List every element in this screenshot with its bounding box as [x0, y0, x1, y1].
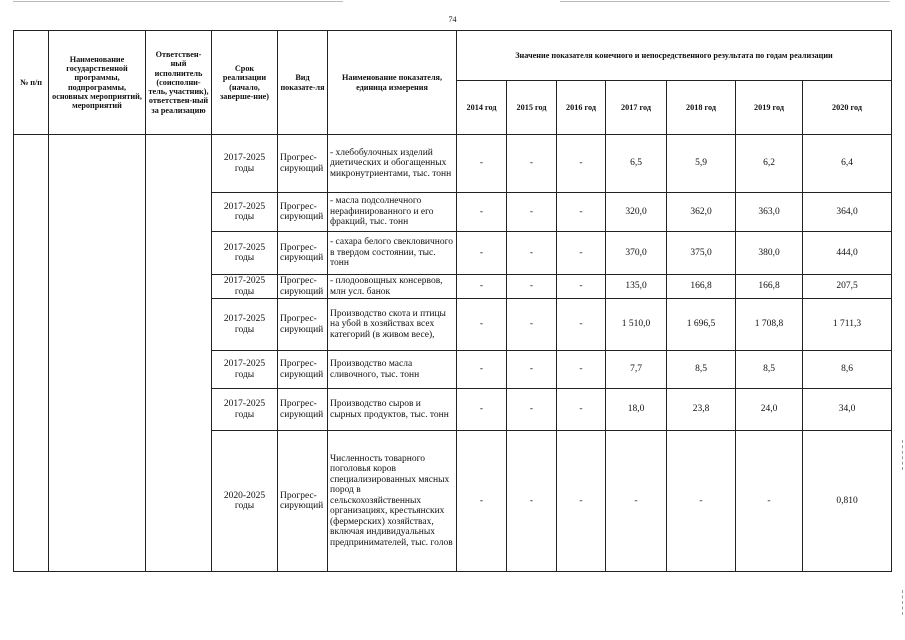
cell-indicator: - хлебобулочных изделий диетических и обогащенных микронутриентами, тыс. тонн [328, 135, 457, 193]
cell-value: - [507, 351, 557, 389]
cell-term: 2017-2025 годы [212, 275, 278, 299]
cell-value: 7,7 [606, 351, 667, 389]
cell-value: 1 708,8 [736, 299, 803, 351]
cell-type: Прогрес-сирующий [278, 299, 328, 351]
cell-value: 380,0 [736, 232, 803, 275]
cell-no-empty [14, 135, 49, 572]
cell-value: 24,0 [736, 389, 803, 431]
cell-value: - [507, 232, 557, 275]
header-year: 2019 год [736, 81, 803, 135]
cell-value: 6,4 [803, 135, 892, 193]
header-year: 2016 год [557, 81, 606, 135]
scan-mark [902, 590, 903, 615]
cell-value: - [557, 193, 606, 232]
cell-type: Прогрес-сирующий [278, 389, 328, 431]
cell-value: - [557, 275, 606, 299]
indicators-table [13, 30, 892, 572]
cell-value: 166,8 [667, 275, 736, 299]
cell-value: 135,0 [606, 275, 667, 299]
cell-value: 6,2 [736, 135, 803, 193]
cell-value: - [507, 389, 557, 431]
cell-value: - [507, 193, 557, 232]
cell-value: - [557, 389, 606, 431]
header-values-group: Значение показателя конечного и непосредственного результата по годам реализации [457, 31, 892, 81]
cell-value: - [507, 431, 557, 572]
header-year: 2020 год [803, 81, 892, 135]
cell-value: 5,9 [667, 135, 736, 193]
cell-term: 2020-2025 годы [212, 431, 278, 572]
cell-term: 2017-2025 годы [212, 389, 278, 431]
cell-value: 0,810 [803, 431, 892, 572]
cell-value: - [557, 299, 606, 351]
cell-value: - [457, 299, 507, 351]
cell-value: 320,0 [606, 193, 667, 232]
cell-term: 2017-2025 годы [212, 351, 278, 389]
cell-value: - [557, 135, 606, 193]
cell-value: 8,6 [803, 351, 892, 389]
header-year: 2015 год [507, 81, 557, 135]
cell-value: 18,0 [606, 389, 667, 431]
cell-type: Прогрес-сирующий [278, 431, 328, 572]
cell-value: - [557, 351, 606, 389]
cell-value: 8,5 [736, 351, 803, 389]
header-col-program: Наименование государственной программы, подпрограммы, основных мероприятий, мероприятий [49, 31, 146, 135]
cell-value: - [457, 232, 507, 275]
cell-value: 362,0 [667, 193, 736, 232]
cell-value: 23,8 [667, 389, 736, 431]
cell-value: - [457, 193, 507, 232]
cell-value: - [507, 299, 557, 351]
cell-value: 363,0 [736, 193, 803, 232]
cell-value: 1 510,0 [606, 299, 667, 351]
cell-type: Прогрес-сирующий [278, 232, 328, 275]
top-rule-right [560, 1, 890, 2]
cell-value: - [557, 431, 606, 572]
table-row [14, 135, 892, 193]
header-year: 2017 год [606, 81, 667, 135]
cell-value: 444,0 [803, 232, 892, 275]
cell-type: Прогрес-сирующий [278, 275, 328, 299]
cell-value: - [557, 232, 606, 275]
cell-type: Прогрес-сирующий [278, 135, 328, 193]
cell-value: 166,8 [736, 275, 803, 299]
cell-term: 2017-2025 годы [212, 299, 278, 351]
cell-value: 370,0 [606, 232, 667, 275]
cell-value: - [457, 275, 507, 299]
header-col-responsible: Ответствен-ный исполнитель (соисполни-тель, участник), ответствен-ный за реализацию [146, 31, 212, 135]
cell-term: 2017-2025 годы [212, 232, 278, 275]
cell-value: 34,0 [803, 389, 892, 431]
cell-indicator: - сахара белого свекловичного в твердом состоянии, тыс. тонн [328, 232, 457, 275]
header-col-type: Вид показате-ля [278, 31, 328, 135]
cell-term: 2017-2025 годы [212, 135, 278, 193]
cell-value: 364,0 [803, 193, 892, 232]
scan-mark [902, 440, 903, 470]
cell-responsible-empty [146, 135, 212, 572]
cell-indicator: Производство масла сливочного, тыс. тонн [328, 351, 457, 389]
cell-value: - [507, 275, 557, 299]
cell-value: - [736, 431, 803, 572]
cell-value: - [606, 431, 667, 572]
cell-value: - [457, 351, 507, 389]
cell-indicator: Производство сыров и сырных продуктов, тыс. тонн [328, 389, 457, 431]
cell-value: - [457, 389, 507, 431]
header-col-no: № п/п [14, 31, 49, 135]
page-number: 74 [448, 15, 457, 24]
cell-term: 2017-2025 годы [212, 193, 278, 232]
cell-value: 8,5 [667, 351, 736, 389]
cell-indicator: - масла подсолнечного нерафинированного и его фракций, тыс. тонн [328, 193, 457, 232]
cell-value: 1 696,5 [667, 299, 736, 351]
cell-value: 6,5 [606, 135, 667, 193]
header-year: 2018 год [667, 81, 736, 135]
top-rule-left [13, 1, 343, 2]
cell-type: Прогрес-сирующий [278, 193, 328, 232]
header-year: 2014 год [457, 81, 507, 135]
cell-value: - [457, 135, 507, 193]
header-col-indicator: Наименование показателя, единица измерения [328, 31, 457, 135]
cell-indicator: - плодоовощных консервов, млн усл. банок [328, 275, 457, 299]
cell-value: 375,0 [667, 232, 736, 275]
cell-type: Прогрес-сирующий [278, 351, 328, 389]
cell-value: 207,5 [803, 275, 892, 299]
cell-value: - [667, 431, 736, 572]
cell-indicator: Численность товарного поголовья коров специализированных мясных пород в сельскохозяйственных организациях, крестьянских (фермерских) хозяйствах, включая индивидуальных предпринимателей, тыс. голов [328, 431, 457, 572]
cell-value: - [457, 431, 507, 572]
cell-value: - [507, 135, 557, 193]
cell-value: 1 711,3 [803, 299, 892, 351]
header-col-term: Срок реализации (начало, заверше-ние) [212, 31, 278, 135]
cell-indicator: Производство скота и птицы на убой в хозяйствах всех категорий (в живом весе), [328, 299, 457, 351]
cell-program-empty [49, 135, 146, 572]
